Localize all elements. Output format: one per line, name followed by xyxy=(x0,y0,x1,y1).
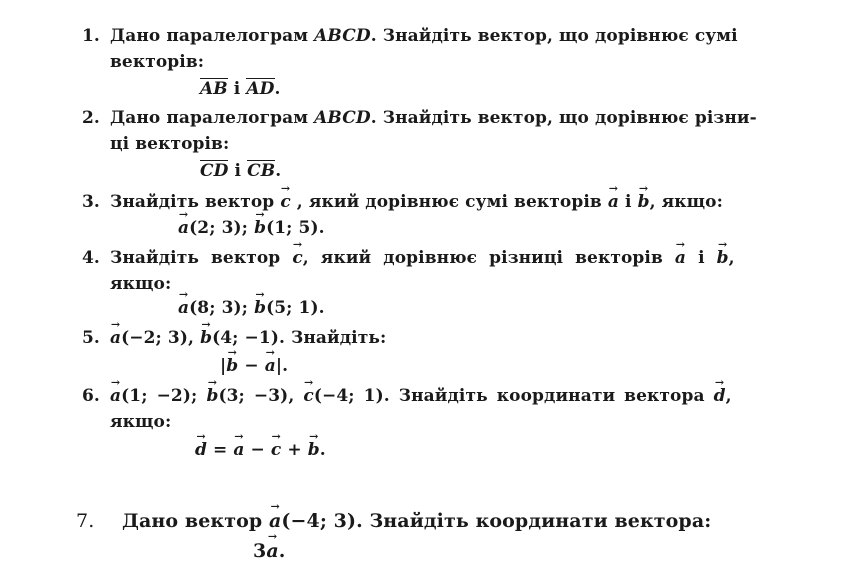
problem-1-line-2 xyxy=(110,52,204,72)
period: . xyxy=(274,79,281,99)
problem-text: Знайдіть вектор xyxy=(110,248,281,268)
problem-1-vectors xyxy=(200,78,281,99)
problem-4-line-1 xyxy=(82,248,735,268)
problem-text: Знайдіть вектор xyxy=(110,192,275,212)
problem-2-vectors xyxy=(200,160,281,181)
vector-b: → b xyxy=(200,328,212,348)
vector-b: → b xyxy=(206,386,218,406)
vector-b: → b xyxy=(254,298,266,318)
coordinates: (−4; 1) xyxy=(313,386,384,406)
problem-text: , якщо: xyxy=(649,192,723,212)
problem-text: . Знайдіть координати вектора: xyxy=(356,510,712,532)
problem-text: . Знайдіть вектор, що дорівнює різни- xyxy=(370,108,757,128)
vector-b: → b xyxy=(226,356,238,376)
problem-text: , який дорівнює різниці векторів xyxy=(302,248,663,268)
problem-text: . Знайдіть вектор, що дорівнює сумі xyxy=(370,26,738,46)
problem-5-expression xyxy=(220,356,288,376)
period: . xyxy=(282,356,289,376)
vector-a: → a xyxy=(178,218,189,238)
vector: CB xyxy=(247,161,276,181)
vector-c: → c xyxy=(292,248,302,268)
problem-1-line-1 xyxy=(82,26,738,46)
vector-a: → a xyxy=(110,386,121,406)
problem-2-line-2 xyxy=(110,134,229,154)
period: . xyxy=(278,540,286,562)
coordinates: (2; 3) xyxy=(189,218,242,238)
problem-4-line-2 xyxy=(110,274,171,294)
vector-c: → c xyxy=(303,386,313,406)
coordinates: (1; 5) xyxy=(266,218,319,238)
operator: − xyxy=(238,356,265,376)
vector-b: → b xyxy=(308,440,320,460)
problem-text: Дано паралелограм xyxy=(110,108,309,128)
vector-d: → d xyxy=(195,440,207,460)
problem-text: , який дорівнює сумі векторів xyxy=(296,192,602,212)
separator: , xyxy=(188,328,195,348)
problem-number: 2. xyxy=(82,108,100,128)
vector-a: → a xyxy=(265,356,276,376)
problem-text: , xyxy=(728,248,735,268)
conjunction: і xyxy=(234,161,242,181)
conjunction: і xyxy=(624,192,632,212)
period: . xyxy=(318,218,325,238)
coordinates: (1; −2) xyxy=(121,386,192,406)
vector-c: → c xyxy=(271,440,281,460)
problem-text: ці векторів: xyxy=(110,134,230,154)
conjunction: і xyxy=(698,248,705,268)
operator: + xyxy=(281,440,308,460)
period: . xyxy=(318,298,325,318)
problem-5-line-1 xyxy=(82,328,386,348)
vector-a: → a xyxy=(675,248,686,268)
problem-number: 3. xyxy=(82,192,100,212)
problem-text: . Знайдіть: xyxy=(278,328,387,348)
conjunction: і xyxy=(233,79,241,99)
vector-b: → b xyxy=(638,192,650,212)
coordinates: (3; −3) xyxy=(218,386,289,406)
coefficient: 3 xyxy=(253,540,267,562)
figure-name: ABCD xyxy=(314,108,371,128)
separator: ; xyxy=(241,298,249,318)
problem-number: 6. xyxy=(82,386,100,406)
vector-d: → d xyxy=(714,386,726,406)
vector-a: → a xyxy=(608,192,619,212)
coordinates: (4; −1) xyxy=(212,328,279,348)
problem-text: векторів: xyxy=(110,52,205,72)
operator: − xyxy=(244,440,271,460)
vector-a: → a xyxy=(110,328,121,348)
problem-text: , xyxy=(725,386,732,406)
vector-c: → c xyxy=(280,192,290,212)
vector-b: → b xyxy=(254,218,266,238)
vector-a: → a xyxy=(269,510,281,532)
problem-4-data xyxy=(178,298,325,318)
problem-6-line-2 xyxy=(110,412,171,432)
problem-text: Дано вектор xyxy=(122,510,263,532)
separator: , xyxy=(288,386,295,406)
coordinates: (5; 1) xyxy=(266,298,319,318)
separator: ; xyxy=(191,386,198,406)
problem-text: Дано паралелограм xyxy=(110,26,309,46)
vector-a: → a xyxy=(178,298,189,318)
vector: AB xyxy=(200,79,228,99)
problem-text: якщо: xyxy=(110,274,172,294)
problem-7-expression xyxy=(253,540,285,562)
vector-b: → b xyxy=(717,248,729,268)
problem-2-line-1 xyxy=(82,108,757,128)
problem-number: 1. xyxy=(82,26,100,46)
vector: CD xyxy=(200,161,229,181)
vector-a: → a xyxy=(233,440,244,460)
figure-name: ABCD xyxy=(314,26,371,46)
coordinates: (8; 3) xyxy=(189,298,242,318)
problem-6-expression xyxy=(195,440,326,460)
abs-bar: | xyxy=(220,356,227,376)
coordinates: (−2; 3) xyxy=(121,328,189,348)
problem-number: 4. xyxy=(82,248,100,268)
separator: ; xyxy=(241,218,249,238)
problem-number: 5. xyxy=(82,328,100,348)
problem-7-line-1 xyxy=(76,510,711,532)
problem-3-data xyxy=(178,218,325,238)
period: . xyxy=(319,440,326,460)
vector-a: → a xyxy=(266,540,278,562)
vector: AD xyxy=(246,79,275,99)
period: . xyxy=(275,161,282,181)
problem-6-line-1 xyxy=(82,386,732,406)
operator: = xyxy=(207,440,234,460)
coordinates: (−4; 3) xyxy=(281,510,357,532)
problem-text: якщо: xyxy=(110,412,172,432)
problem-text: . Знайдіть координати вектора xyxy=(383,386,705,406)
problem-number: 7. xyxy=(76,510,95,532)
abs-bar: | xyxy=(275,356,283,376)
